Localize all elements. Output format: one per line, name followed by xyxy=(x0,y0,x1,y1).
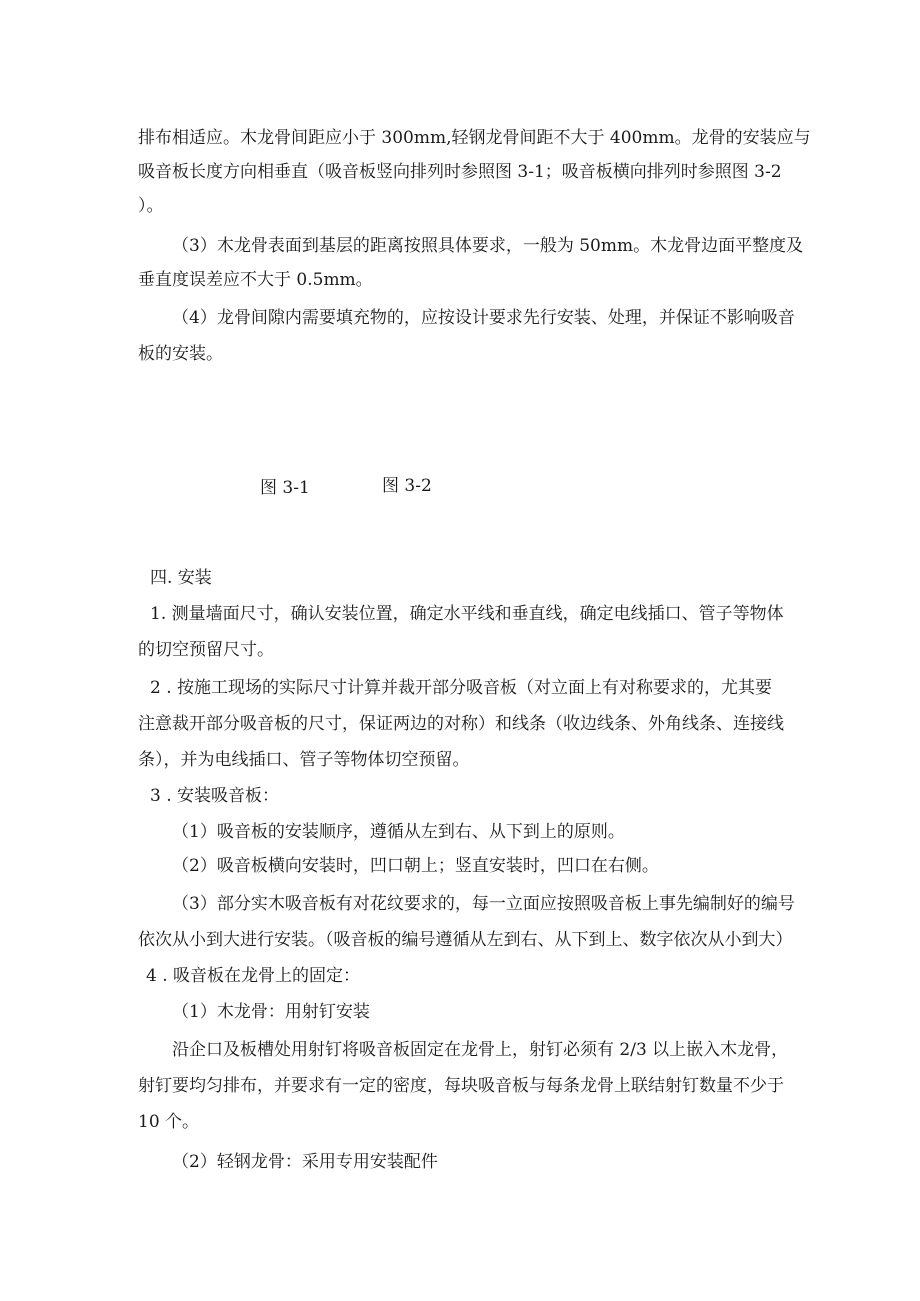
paragraph-line: 4 . 吸音板在龙骨上的固定： xyxy=(146,966,361,986)
paragraph-line: 3 . 安装吸音板： xyxy=(150,786,280,806)
paragraph-line: 1. 测量墙面尺寸，确认安装位置，确定水平线和垂直线，确定电线插口、管子等物体 xyxy=(150,604,784,624)
paragraph-line: （1）木龙骨：用射钉安装 xyxy=(172,1002,370,1022)
paragraph-line: （4）龙骨间隙内需要填充物的，应按设计要求先行安装、处理，并保证不影响吸音 xyxy=(172,308,795,328)
paragraph-line: （2）吸音板横向安装时，凹口朝上；竖直安装时，凹口在右侧。 xyxy=(172,856,659,876)
paragraph-line: 的切空预留尺寸。 xyxy=(138,640,274,660)
paragraph-line: （1）吸音板的安装顺序，遵循从左到右、从下到上的原则。 xyxy=(172,822,625,842)
figure-caption-3-1: 图 3-1 xyxy=(260,478,310,498)
paragraph-line: 排布相适应。木龙骨间距应小于 300mm,轻钢龙骨间距不大于 400mm。龙骨的安装应与 xyxy=(138,128,811,148)
paragraph-line: 条），并为电线插口、管子等物体切空预留。 xyxy=(138,750,470,770)
paragraph-line: （2）轻钢龙骨：采用专用安装配件 xyxy=(172,1152,438,1172)
paragraph-line: 依次从小到大进行安装。（吸音板的编号遵循从左到右、从下到上、数字依次从小到大） xyxy=(138,930,793,950)
paragraph-line: 沿企口及板槽处用射钉将吸音板固定在龙骨上，射钉必须有 2/3 以上嵌入木龙骨， xyxy=(172,1040,789,1060)
paragraph-line: （3）部分实木吸音板有对花纹要求的，每一立面应按照吸音板上事先编制好的编号 xyxy=(172,894,795,914)
figure-caption-3-2: 图 3-2 xyxy=(382,476,432,496)
paragraph-line: ）。 xyxy=(138,196,164,216)
paragraph-line: 2 . 按施工现场的实际尺寸计算并裁开部分吸音板（对立面上有对称要求的，尤其要 xyxy=(150,678,773,698)
paragraph-line: 10 个。 xyxy=(138,1112,200,1132)
paragraph-line: 吸音板长度方向相垂直（吸音板竖向排列时参照图 3-1；吸音板横向排列时参照图 3-2 xyxy=(138,162,782,182)
paragraph-line: 垂直度误差应不大于 0.5mm。 xyxy=(138,270,373,290)
paragraph-line: （3）木龙骨表面到基层的距离按照具体要求，一般为 50mm。木龙骨边面平整度及 xyxy=(172,236,804,256)
paragraph-line: 板的安装。 xyxy=(138,344,223,364)
paragraph-line: 注意裁开部分吸音板的尺寸，保证两边的对称）和线条（收边线条、外角线条、连接线 xyxy=(138,714,784,734)
paragraph-line: 射钉要均匀排布，并要求有一定的密度，每块吸音板与每条龙骨上联结射钉数量不少于 xyxy=(138,1076,784,1096)
section-heading: 四. 安装 xyxy=(150,568,212,588)
